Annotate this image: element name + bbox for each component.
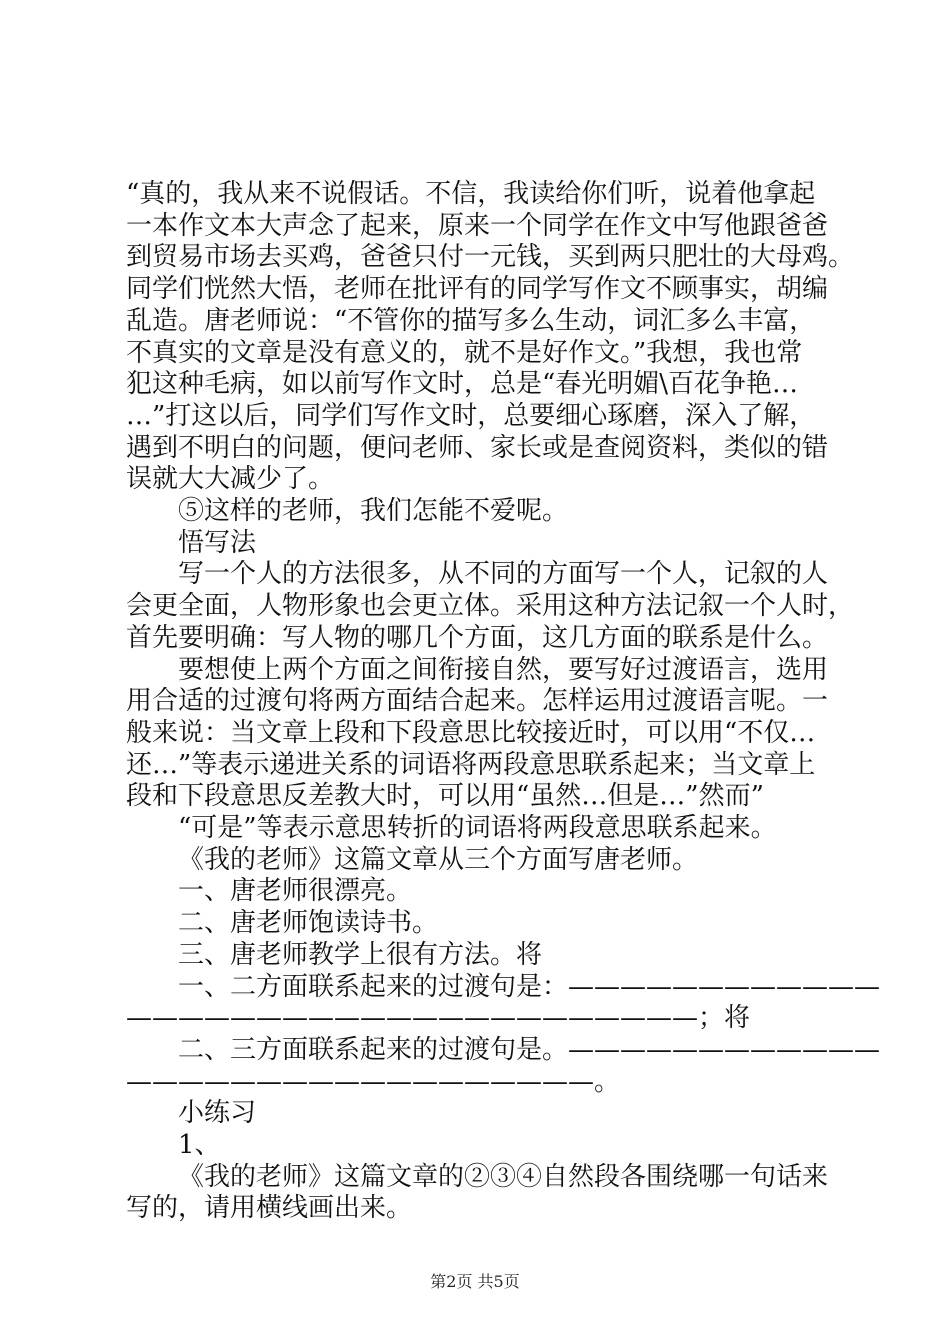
text-line: 还…”等表示递进关系的词语将两段意思联系起来；当文章上 <box>126 750 816 780</box>
text-line: 首先要明确：写人物的哪几个方面，这几方面的联系是什么。 <box>126 623 829 653</box>
text-line: 乱造。唐老师说：“不管你的描写多么生动，词汇多么丰富， <box>126 306 816 336</box>
fill-in-blank-line: 一、二方面联系起来的过渡句是：———————————— <box>178 972 881 1002</box>
list-item: 二、唐老师饱读诗书。 <box>178 908 439 938</box>
text-line: …”打这以后，同学们写作文时，总要细心琢磨，深入了解， <box>126 401 816 431</box>
text-line: 要想使上两个方面之间衔接自然，要写好过渡语言，选用 <box>178 655 829 685</box>
fill-in-blank-line: ——————————————————。 <box>126 1067 621 1097</box>
fill-in-blank-line: 二、三方面联系起来的过渡句是。———————————— <box>178 1035 881 1065</box>
text-line: 犯这种毛病，如以前写作文时，总是“春光明媚\百花争艳… <box>126 369 799 399</box>
text-line: “真的，我从来不说假话。不信，我读给你们听，说着他拿起 <box>126 179 816 209</box>
list-item: 三、唐老师教学上很有方法。将 <box>178 940 543 970</box>
section-heading: 小练习 <box>178 1098 257 1128</box>
section-heading: 悟写法 <box>178 528 257 558</box>
text-line: 用合适的过渡句将两方面结合起来。怎样运用过渡语言呢。一 <box>126 686 829 716</box>
text-line: 写的，请用横线画出来。 <box>126 1193 413 1223</box>
fill-in-blank-line: ——————————————————————；将 <box>126 1003 751 1033</box>
text-line: 误就大大减少了。 <box>126 464 335 494</box>
text-line: 般来说：当文章上段和下段意思比较接近时，可以用“不仅… <box>126 718 816 748</box>
text-line: 《我的老师》这篇文章从三个方面写唐老师。 <box>178 845 699 875</box>
text-line: 会更全面，人物形象也会更立体。采用这种方法记叙一个人时， <box>126 591 855 621</box>
text-line: 同学们恍然大悟，老师在批评有的同学写作文不顾事实，胡编 <box>126 274 829 304</box>
text-line: “可是”等表示意思转折的词语将两段意思联系起来。 <box>178 813 777 843</box>
text-line: 段和下段意思反差教大时，可以用“虽然…但是…”然而” <box>126 781 764 811</box>
exercise-number: 1、 <box>178 1130 221 1160</box>
page-number-footer: 第2页 共5页 <box>430 1272 520 1291</box>
text-line: 写一个人的方法很多，从不同的方面写一个人，记叙的人 <box>178 559 829 589</box>
text-line: 不真实的文章是没有意义的，就不是好作文。”我想，我也常 <box>126 338 803 368</box>
text-line: 一本作文本大声念了起来，原来一个同学在作文中写他跟爸爸 <box>126 211 829 241</box>
list-item: 一、唐老师很漂亮。 <box>178 876 413 906</box>
text-line: 到贸易市场去买鸡，爸爸只付一元钱，买到两只肥壮的大母鸡。 <box>126 242 855 272</box>
text-line: 遇到不明白的问题，便问老师、家长或是查阅资料，类似的错 <box>126 433 829 463</box>
text-line: 《我的老师》这篇文章的②③④自然段各围绕哪一句话来 <box>178 1162 829 1192</box>
text-line: ⑤这样的老师，我们怎能不爱呢。 <box>178 496 569 526</box>
